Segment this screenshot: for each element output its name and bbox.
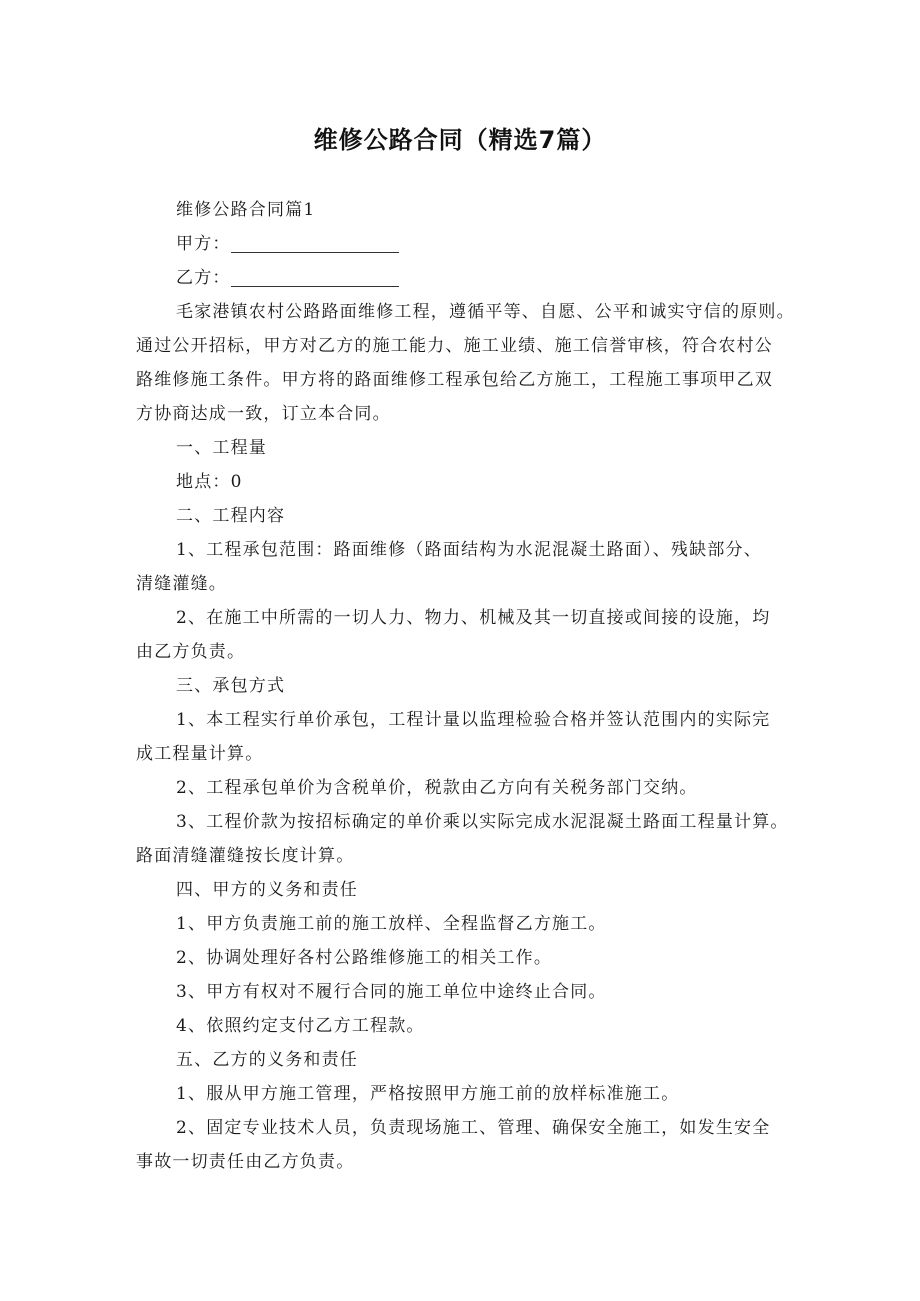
party-a-duty-4: 4、依照约定支付乙方工程款。: [176, 1016, 425, 1036]
document-body: [136, 193, 796, 1179]
party-b-duty-2-line-2: 事故一切责任由乙方负责。: [136, 1152, 355, 1172]
method-item-3-line-2: 路面清缝灌缝按长度计算。: [136, 846, 355, 866]
party-a-duty-2: 2、协调处理好各村公路维修施工的相关工作。: [176, 948, 553, 968]
heading-party-b-duties: 五、乙方的义务和责任: [176, 1050, 358, 1070]
method-item-1-line-1: 1、本工程实行单价承包，工程计量以监理检验合格并签认范围内的实际完: [176, 710, 771, 730]
method-item-2: 2、工程承包单价为含税单价，税款由乙方向有关税务部门交纳。: [176, 778, 698, 798]
party-b-duty-2-line-1: 2、固定专业技术人员，负责现场施工、管理、确保安全施工，如发生安全: [176, 1118, 771, 1138]
party-a-duty-3: 3、甲方有权对不履行合同的施工单位中途终止合同。: [176, 982, 607, 1002]
heading-party-a-duties: 四、甲方的义务和责任: [176, 880, 358, 900]
document-title: 维修公路合同（精选7篇）: [313, 126, 607, 154]
content-item-2-line-2: 由乙方负责。: [136, 642, 246, 662]
party-a-duty-1: 1、甲方负责施工前的施工放样、全程监督乙方施工。: [176, 914, 607, 934]
intro-line-3: 路维修施工条件。甲方将的路面维修工程承包给乙方施工，工程施工事项甲乙双: [136, 370, 773, 390]
intro-paragraph: [136, 295, 796, 329]
location-line: 地点：0: [176, 472, 243, 492]
method-item-1-line-2: 成工程量计算。: [136, 744, 264, 764]
party-a-blank: [231, 232, 399, 253]
party-b-blank: [231, 266, 399, 287]
section-heading: 维修公路合同篇1: [176, 200, 316, 220]
method-item-3-line-1: 3、工程价款为按招标确定的单价乘以实际完成水泥混凝土路面工程量计算。: [176, 812, 789, 832]
party-b-label: 乙方：: [176, 268, 231, 288]
party-b-duty-1: 1、服从甲方施工管理，严格按照甲方施工前的放样标准施工。: [176, 1084, 680, 1104]
intro-line-4: 方协商达成一致，订立本合同。: [136, 404, 391, 424]
content-item-1-line-2: 清缝灌缝。: [136, 574, 227, 594]
content-item-1-line-1: 1、工程承包范围：路面维修（路面结构为水泥混凝土路面）、残缺部分、: [176, 540, 762, 560]
content-item-2-line-1: 2、在施工中所需的一切人力、物力、机械及其一切直接或间接的设施，均: [176, 608, 771, 628]
heading-quantity: 一、工程量: [176, 438, 267, 458]
intro-line-1: 毛家港镇农村公路路面维修工程，遵循平等、自愿、公平和诚实守信的原则。: [176, 302, 795, 322]
heading-content: 二、工程内容: [176, 506, 286, 526]
heading-contract-method: 三、承包方式: [176, 676, 286, 696]
intro-line-2: 通过公开招标，甲方对乙方的施工能力、施工业绩、施工信誉审核，符合农村公: [136, 336, 773, 356]
party-a-line: [136, 227, 796, 261]
party-a-label: 甲方：: [176, 234, 231, 254]
party-b-line: [136, 261, 796, 295]
